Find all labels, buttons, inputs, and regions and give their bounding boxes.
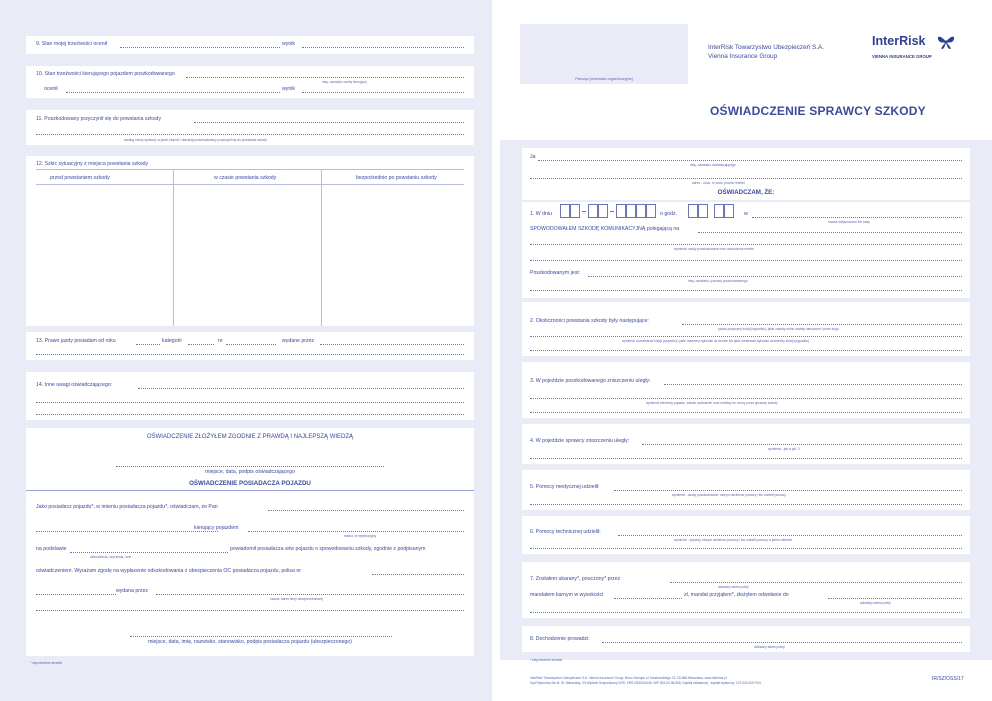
owner-signature-field[interactable] — [130, 636, 392, 637]
owner-l3a: na podstawie — [36, 546, 67, 552]
right-page — [500, 0, 992, 701]
s13-issuer-field[interactable] — [320, 344, 464, 345]
hour-digit-2[interactable] — [698, 204, 708, 218]
section-12 — [26, 156, 474, 326]
month-digit-2[interactable] — [598, 204, 608, 218]
declarant-signature-field[interactable] — [116, 466, 384, 467]
location-field[interactable] — [752, 217, 962, 218]
right-footnote: * niepotrzebne skreślić — [530, 658, 563, 662]
s1-c: w — [744, 211, 748, 217]
s1-b: o godz. — [660, 211, 678, 217]
s7-c: zł, mandat przyjąłem*, złożyłem odwołanie do — [684, 592, 789, 598]
s4-hint: wymienić : jak w pkt. 3 — [768, 447, 800, 451]
s7-hint-2: dokładny adres policji — [860, 601, 891, 605]
owner-l2-hint: marka, nr rejestracyjny — [344, 534, 377, 538]
s12-label: 12. Szkic sytuacyjny z miejsca powstania szkody — [36, 161, 149, 167]
section-1 — [522, 202, 970, 298]
s2-hint: podać przyczyny kolizji (wypadku), jakie zasady ruchu zostały naruszone i przez kogo — [718, 327, 839, 331]
s11-hint: według oceny sprawcy, w jakim stopniu i dlaczego poszkodowany przyczynił się do powstania szkody — [124, 138, 267, 142]
owner-policy-field-2[interactable] — [36, 594, 116, 595]
circumstances-field-3[interactable] — [530, 350, 962, 351]
section-5 — [522, 470, 970, 510]
s9-label: 9. Stan mojej trzeźwości ocenił — [36, 41, 107, 47]
victim-vehicle-damage-field[interactable] — [664, 384, 962, 385]
owner-declaration-title: OŚWIADCZENIE POSIADACZA POJAZDU — [189, 480, 311, 487]
s13-number-field[interactable] — [226, 344, 276, 345]
s13-year-field[interactable] — [136, 344, 160, 345]
s10-rater-field[interactable] — [66, 92, 280, 93]
section-8 — [522, 626, 970, 652]
s13-field-2[interactable] — [36, 354, 464, 355]
owner-l1: Jako posiadacz pojazdu*, w imieniu posiadacza pojazdu*, oświadczam, że Pan — [36, 504, 218, 510]
s10-hint: imię, nazwisko osoby kierującej — [322, 80, 367, 84]
declarant-box — [522, 148, 970, 200]
owner-l5: wydana przez — [116, 588, 149, 594]
s10-l2mid: wynik — [282, 86, 295, 92]
stamp-label: Pieczęć jednostki organizacyjnej — [575, 76, 633, 81]
owner-insurer-field-2[interactable] — [36, 610, 464, 611]
s13-wyd: wydane przez — [282, 338, 315, 344]
document-title: OŚWIADCZENIE SPRAWCY SZKODY — [710, 104, 926, 118]
sketch-after-area[interactable] — [323, 185, 464, 321]
owner-driver-name-field[interactable] — [268, 510, 464, 511]
declarant-name-field[interactable] — [538, 160, 962, 161]
logo-text: InterRisk — [872, 34, 926, 48]
section-2 — [522, 302, 970, 356]
s10-field[interactable] — [186, 77, 464, 78]
owner-l3b: powiadomił posiadacza w/w pojazdu o spowodowaniu szkody, zgodnie z podpisanym — [230, 546, 426, 552]
ja-hint-1: imię, nazwisko oświadczającego — [690, 163, 736, 167]
s1-hint-3: imię, nazwisko, (nazwa) poszkodowanego — [688, 279, 748, 283]
form-code: IR/SZ/OSS/17 — [932, 676, 964, 682]
damage-field[interactable] — [698, 232, 962, 233]
month-digit-1[interactable] — [588, 204, 598, 218]
truth-declaration-title: OŚWIADCZENIE ZŁOŻYŁEM ZGODNIE Z PRAWDĄ I NAJLEPSZĄ WIEDZĄ — [146, 434, 354, 440]
s8-label: 8. Dochodzenie prowadzi: — [530, 636, 590, 642]
appeal-to-field[interactable] — [828, 598, 962, 599]
organization-stamp-area[interactable] — [520, 24, 688, 84]
s7-b: mandatem karnym w wysokości — [530, 592, 604, 598]
company-group: Vienna Insurance Group — [708, 53, 778, 60]
s6-hint: wymienić : pojazdy, którym udzielono pomocy i kto udzielił pomocy w jakim zakresie — [674, 538, 793, 542]
technical-aid-field[interactable] — [618, 535, 962, 536]
owner-policy-field[interactable] — [372, 574, 464, 575]
s14-label: 14. Inne uwagi oświadczającego: — [36, 382, 113, 388]
owner-l2: kierujący pojazdem — [194, 525, 239, 531]
section-10 — [26, 66, 474, 98]
sketch-during-area[interactable] — [175, 185, 320, 321]
s12-col-1: przed powstaniem szkody — [50, 175, 110, 181]
s9-field[interactable] — [120, 47, 280, 48]
s1-a: 1. W dniu — [530, 211, 552, 217]
declarations-box — [26, 428, 474, 656]
s13-nr: nr — [218, 338, 223, 344]
year-digit-3[interactable] — [636, 204, 646, 218]
damage-field-3[interactable] — [530, 260, 962, 261]
section-4 — [522, 424, 970, 464]
s5-label: 5. Pomocy medycznej udzielił: — [530, 484, 600, 490]
owner-basis-field[interactable] — [70, 552, 228, 553]
s6-label: 6. Pomocy technicznej udzielił: — [530, 529, 601, 535]
declarant-signature-hint: miejsce, data, podpis oświadczającego — [205, 469, 295, 475]
s1-l2: SPOWODOWAŁEM SZKODĘ KOMUNIKACYJNĄ polegającą na — [530, 226, 680, 232]
s8-hint: dokładny adres policji — [754, 645, 785, 649]
owner-l5-hint: nazwa, adres firmy ubezpieczeniowej — [270, 597, 323, 601]
s13-category-field[interactable] — [188, 344, 214, 345]
s14-field-2[interactable] — [36, 402, 464, 403]
s10-label: 10. Stan trzeźwości kierującego pojazdem poszkodowanego — [36, 71, 175, 77]
logo-subtext: VIENNA INSURANCE GROUP — [872, 54, 932, 59]
section-3 — [522, 362, 970, 418]
s1-hint: nazwa miejscowości lub trasy — [828, 220, 870, 224]
victim-vehicle-damage-field-3[interactable] — [530, 412, 962, 413]
s12-col-2: w czasie powstania szkody — [214, 175, 277, 181]
fine-amount-field[interactable] — [614, 598, 682, 599]
day-digit-2[interactable] — [570, 204, 580, 218]
year-digit-2[interactable] — [626, 204, 636, 218]
company-name: InterRisk Towarzystwo Ubezpieczeń S.A. — [708, 44, 825, 51]
s13-label: 13. Prawo jazdy posiadam od roku — [36, 338, 116, 344]
s3-hint: wymienić elementy pojazdu, zakres uszkodzeń oraz możliwy do oceny przez sprawcę szkody — [646, 401, 778, 405]
s13-kat: kategorii — [162, 338, 182, 344]
ja-label: Ja — [530, 154, 536, 160]
s10-result-field[interactable] — [302, 92, 464, 93]
s7-hint: dokładny adres policji — [718, 585, 749, 589]
s12-col-3: bezpośrednio po powstaniu szkody — [356, 175, 437, 181]
medical-aid-field[interactable] — [614, 490, 962, 491]
injured-party-field-2[interactable] — [530, 290, 962, 291]
s14-field-3[interactable] — [36, 414, 464, 415]
owner-l3-hint: zatrudnienia, użyczenia, inne — [90, 555, 132, 559]
left-footnote: * niepotrzebne skreślić — [30, 661, 63, 665]
section-13 — [26, 332, 474, 360]
victim-vehicle-damage-field-2[interactable] — [530, 398, 962, 399]
section-14 — [26, 372, 474, 420]
section-11 — [26, 110, 474, 145]
s2-label: 2. Okoliczności powstania szkody były następujące: — [530, 318, 649, 324]
bow-logo-icon — [936, 34, 956, 50]
s9-result-field[interactable] — [302, 47, 464, 48]
section-6 — [522, 516, 970, 554]
owner-vehicle-field[interactable] — [248, 531, 464, 532]
s2-hint-2: wymienić uczestników kolizji (wypadku), jakie manewry wykonali na drodze lub jakie zamierzali wykonać uczestnicy kolizji (wypadku) — [622, 339, 810, 343]
s11-field-2[interactable] — [36, 134, 464, 135]
left-page — [0, 0, 492, 701]
perpetrator-vehicle-damage-field[interactable] — [642, 444, 962, 445]
s1-l3: Poszkodowanym jest: — [530, 270, 581, 276]
investigation-field[interactable] — [602, 642, 962, 643]
footer-address: InterRisk Towarzystwo Ubezpieczeń S.A. Vienna Insurance Group, Biuro Zarządu ul. Noakowskiego 22, 00-668 Warszawa, www.interrisk.pl — [530, 676, 727, 680]
owner-signature-hint: miejsce, data, imię, nazwisko, stanowisko, podpis posiadacza pojazdu (ubezpieczonego) — [148, 639, 352, 645]
medical-aid-field-2[interactable] — [530, 504, 962, 505]
appeal-to-field-2[interactable] — [530, 612, 962, 613]
s14-field[interactable] — [138, 388, 464, 389]
interrisk-logo — [872, 34, 960, 66]
penalty-by-field[interactable] — [670, 582, 962, 583]
declarant-address-field[interactable] — [530, 178, 962, 179]
footer-registry: Sąd Rejonowy dla M. St. Warszawy, XII Wydział Gospodarczy KRS, KRS 0000054136, NIP 526-00-38-806, Kapitał zakładowy - kapitał wpłacony: 137.640.300 PLN — [530, 681, 761, 685]
s3-label: 3. W pojeździe poszkodowanego zniszczeniu uległy: — [530, 378, 651, 384]
owner-insurer-field[interactable] — [156, 594, 464, 595]
injured-party-field[interactable] — [588, 276, 962, 277]
owner-l4: oświadczeniem. Wyrażam zgodę na wypłacenie odszkodowania z ubezpieczenia OC posiadacza pojazdu, polisa nr — [36, 568, 301, 574]
s5-hint: wymienić : osoby poszkodowane, którym udzielono pomocy i kto udzielił pomocy — [672, 493, 786, 497]
technical-aid-field-2[interactable] — [530, 548, 962, 549]
year-digit-1[interactable] — [616, 204, 626, 218]
declare-heading: OŚWIADCZAM, ŻE: — [717, 189, 775, 196]
sketch-before-area[interactable] — [36, 185, 172, 321]
s1-hint-2: wymienić osoby poszkodowane oraz uszkodzone mienie — [674, 247, 754, 251]
section-9 — [26, 36, 474, 54]
damage-field-2[interactable] — [530, 244, 962, 245]
circumstances-field-2[interactable] — [530, 336, 962, 337]
minute-digit-1[interactable] — [714, 204, 724, 218]
s4-label: 4. W pojeździe sprawcy zniszczeniu uległy: — [530, 438, 630, 444]
s9-mid: wynik — [282, 41, 295, 47]
minute-digit-2[interactable] — [724, 204, 734, 218]
owner-driver-field-2[interactable] — [36, 531, 218, 532]
s11-label: 11. Poszkodowany przyczynił się do powstania szkody — [36, 116, 162, 122]
section-7 — [522, 562, 970, 618]
hour-digit-1[interactable] — [688, 204, 698, 218]
s10-l2: ocenił — [44, 86, 58, 92]
circumstances-field[interactable] — [682, 324, 962, 325]
year-digit-4[interactable] — [646, 204, 656, 218]
ja-hint-2: adres – ulica, nr kodu, poczta, telefon — [692, 181, 745, 185]
perpetrator-vehicle-damage-field-2[interactable] — [530, 458, 962, 459]
s11-field[interactable] — [194, 122, 464, 123]
s7-a: 7. Zostałem ukarany*, pouczony* przez — [530, 576, 621, 582]
day-digit-1[interactable] — [560, 204, 570, 218]
